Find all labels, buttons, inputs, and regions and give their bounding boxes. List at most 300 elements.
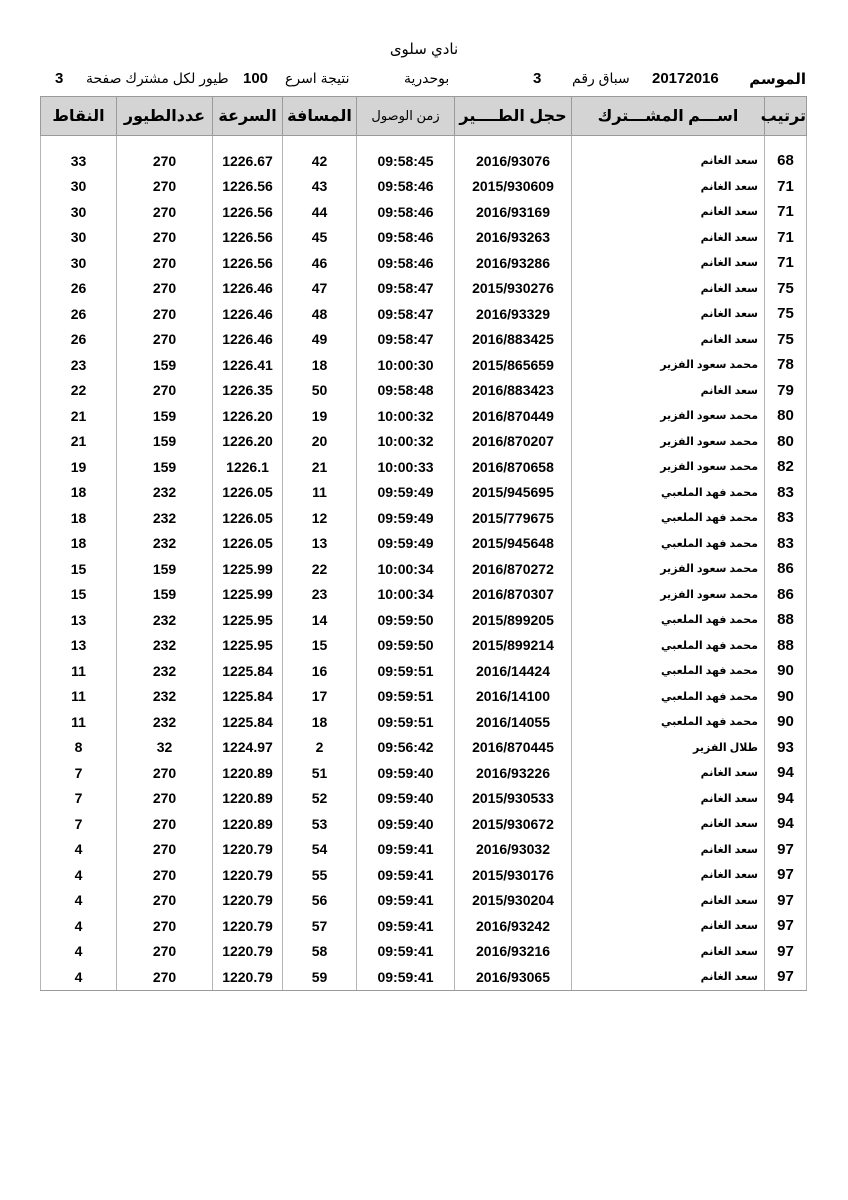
- distance-cell: 49: [283, 327, 357, 353]
- speed-cell: 1220.89: [213, 786, 283, 812]
- result-label: نتيجة اسرع: [285, 70, 350, 86]
- participant-cell: محمد سعود الفزير: [572, 582, 765, 608]
- arrival-time-cell: 09:59:49: [357, 505, 455, 531]
- birds-count-cell: 270: [117, 837, 213, 863]
- points-cell: 13: [41, 607, 117, 633]
- ring-cell: 2016/870445: [455, 735, 572, 761]
- ring-cell: 2015/945648: [455, 531, 572, 557]
- rank-cell: 71: [765, 250, 807, 276]
- ring-cell: 2015/899205: [455, 607, 572, 633]
- points-cell: 18: [41, 505, 117, 531]
- points-cell: 18: [41, 480, 117, 506]
- participant-cell: سعد الغانم: [572, 250, 765, 276]
- points-cell: 22: [41, 378, 117, 404]
- ring-cell: 2016/93226: [455, 760, 572, 786]
- birds-count-cell: 270: [117, 199, 213, 225]
- speed-cell: 1220.79: [213, 888, 283, 914]
- speed-cell: 1225.99: [213, 556, 283, 582]
- points-cell: 19: [41, 454, 117, 480]
- table-row: [41, 709, 807, 735]
- arrival-time-cell: 10:00:34: [357, 582, 455, 608]
- birds-count-cell: 270: [117, 276, 213, 302]
- speed-cell: 1226.20: [213, 403, 283, 429]
- points-cell: 26: [41, 327, 117, 353]
- table-row: [41, 378, 807, 404]
- speed-cell: 1226.56: [213, 225, 283, 251]
- table-row: [41, 837, 807, 863]
- rank-cell: 71: [765, 225, 807, 251]
- ring-cell: 2016/14055: [455, 709, 572, 735]
- points-cell: 33: [41, 148, 117, 174]
- birds-count-cell: 270: [117, 786, 213, 812]
- speed-cell: 1225.99: [213, 582, 283, 608]
- distance-cell: 54: [283, 837, 357, 863]
- rank-cell: 97: [765, 964, 807, 990]
- birds-count-cell: 270: [117, 250, 213, 276]
- birds-count-cell: 270: [117, 378, 213, 404]
- participant-cell: محمد فهد الملعبي: [572, 531, 765, 557]
- participant-cell: محمد سعود الفزير: [572, 403, 765, 429]
- birds-count-cell: 159: [117, 352, 213, 378]
- ring-cell: 2016/93216: [455, 939, 572, 965]
- rank-cell: 68: [765, 148, 807, 174]
- table-row: [41, 199, 807, 225]
- ring-cell: 2016/883425: [455, 327, 572, 353]
- table-row: [41, 582, 807, 608]
- rank-cell: 97: [765, 939, 807, 965]
- ring-cell: 2016/93286: [455, 250, 572, 276]
- table-row: [41, 327, 807, 353]
- rank-cell: 94: [765, 760, 807, 786]
- distance-cell: 13: [283, 531, 357, 557]
- ring-cell: 2016/93169: [455, 199, 572, 225]
- race-value: 3: [533, 70, 542, 87]
- ring-cell: 2015/930533: [455, 786, 572, 812]
- distance-cell: 22: [283, 556, 357, 582]
- ring-cell: 2015/930609: [455, 174, 572, 200]
- ring-cell: 2015/945695: [455, 480, 572, 506]
- arrival-time-cell: 09:59:51: [357, 658, 455, 684]
- points-cell: 7: [41, 786, 117, 812]
- result-value: 100: [243, 70, 269, 87]
- arrival-time-cell: 09:59:50: [357, 607, 455, 633]
- speed-cell: 1226.56: [213, 199, 283, 225]
- rank-cell: 75: [765, 276, 807, 302]
- table-row: [41, 735, 807, 761]
- arrival-time-cell: 09:58:48: [357, 378, 455, 404]
- table-row: [41, 633, 807, 659]
- points-cell: 15: [41, 556, 117, 582]
- birds-count-cell: 270: [117, 862, 213, 888]
- arrival-time-cell: 09:58:47: [357, 276, 455, 302]
- distance-cell: 12: [283, 505, 357, 531]
- table-row: [41, 301, 807, 327]
- points-cell: 23: [41, 352, 117, 378]
- speed-cell: 1226.05: [213, 505, 283, 531]
- table-row: [41, 760, 807, 786]
- rank-cell: 90: [765, 684, 807, 710]
- points-cell: 13: [41, 633, 117, 659]
- participant-cell: سعد الغانم: [572, 760, 765, 786]
- distance-cell: 50: [283, 378, 357, 404]
- speed-cell: 1226.46: [213, 276, 283, 302]
- table-row: [41, 556, 807, 582]
- participant-cell: محمد فهد الملعبي: [572, 658, 765, 684]
- points-cell: 11: [41, 709, 117, 735]
- table-row: [41, 480, 807, 506]
- table-row: [41, 913, 807, 939]
- distance-cell: 17: [283, 684, 357, 710]
- arrival-time-cell: 10:00:32: [357, 429, 455, 455]
- table-row: [41, 684, 807, 710]
- distance-cell: 52: [283, 786, 357, 812]
- rank-cell: 83: [765, 531, 807, 557]
- table-row: [41, 174, 807, 200]
- birds-count-cell: 270: [117, 327, 213, 353]
- col-header-points: النقاط: [41, 97, 117, 136]
- participant-cell: سعد الغانم: [572, 964, 765, 990]
- arrival-time-cell: 09:58:47: [357, 301, 455, 327]
- participant-cell: محمد فهد الملعبي: [572, 684, 765, 710]
- points-cell: 11: [41, 684, 117, 710]
- distance-cell: 2: [283, 735, 357, 761]
- participant-cell: محمد فهد الملعبي: [572, 607, 765, 633]
- rank-cell: 97: [765, 837, 807, 863]
- points-cell: 21: [41, 403, 117, 429]
- birds-count-cell: 159: [117, 403, 213, 429]
- rank-cell: 86: [765, 582, 807, 608]
- birds-count-cell: 270: [117, 760, 213, 786]
- points-cell: 4: [41, 913, 117, 939]
- points-cell: 30: [41, 225, 117, 251]
- distance-cell: 16: [283, 658, 357, 684]
- table-row: [41, 250, 807, 276]
- birds-count-cell: 232: [117, 505, 213, 531]
- points-cell: 18: [41, 531, 117, 557]
- table-row: [41, 811, 807, 837]
- rank-cell: 97: [765, 913, 807, 939]
- birds-count-cell: 270: [117, 964, 213, 990]
- distance-cell: 58: [283, 939, 357, 965]
- rank-cell: 88: [765, 607, 807, 633]
- arrival-time-cell: 10:00:30: [357, 352, 455, 378]
- speed-cell: 1220.79: [213, 837, 283, 863]
- col-header-speed: السرعة: [213, 97, 283, 136]
- ring-cell: 2016/870307: [455, 582, 572, 608]
- speed-cell: 1220.79: [213, 964, 283, 990]
- distance-cell: 59: [283, 964, 357, 990]
- arrival-time-cell: 09:59:50: [357, 633, 455, 659]
- birds-count-cell: 159: [117, 454, 213, 480]
- birds-count-cell: 159: [117, 429, 213, 455]
- birds-count-cell: 270: [117, 888, 213, 914]
- points-cell: 7: [41, 760, 117, 786]
- distance-cell: 19: [283, 403, 357, 429]
- birds-count-cell: 232: [117, 633, 213, 659]
- arrival-time-cell: 09:58:47: [357, 327, 455, 353]
- rank-cell: 86: [765, 556, 807, 582]
- arrival-time-cell: 09:56:42: [357, 735, 455, 761]
- rank-cell: 94: [765, 786, 807, 812]
- ring-cell: 2016/93242: [455, 913, 572, 939]
- arrival-time-cell: 09:59:49: [357, 480, 455, 506]
- speed-cell: 1226.41: [213, 352, 283, 378]
- col-header-distance: المسافة: [283, 97, 357, 136]
- participant-cell: سعد الغانم: [572, 378, 765, 404]
- table-row: [41, 658, 807, 684]
- participant-cell: سعد الغانم: [572, 786, 765, 812]
- location: بوحدرية: [404, 70, 450, 86]
- rank-cell: 82: [765, 454, 807, 480]
- table-row: [41, 964, 807, 990]
- points-cell: 30: [41, 174, 117, 200]
- table-row: [41, 939, 807, 965]
- distance-cell: 57: [283, 913, 357, 939]
- table-row: [41, 505, 807, 531]
- table-row: [41, 607, 807, 633]
- speed-cell: 1226.20: [213, 429, 283, 455]
- distance-cell: 43: [283, 174, 357, 200]
- ring-cell: 2016/93032: [455, 837, 572, 863]
- birds-count-cell: 270: [117, 148, 213, 174]
- ring-cell: 2015/930204: [455, 888, 572, 914]
- birds-count-cell: 232: [117, 658, 213, 684]
- spacer-row: [41, 136, 807, 149]
- speed-cell: 1226.56: [213, 250, 283, 276]
- speed-cell: 1220.79: [213, 913, 283, 939]
- table-header-row: [41, 97, 807, 136]
- participant-cell: سعد الغانم: [572, 811, 765, 837]
- arrival-time-cell: 10:00:32: [357, 403, 455, 429]
- birds-per-page-label: طيور لكل مشترك صفحة: [86, 70, 229, 86]
- table-row: [41, 862, 807, 888]
- arrival-time-cell: 09:59:41: [357, 862, 455, 888]
- col-header-rank: ترتيب: [765, 97, 807, 136]
- page-number: 3: [55, 70, 64, 87]
- distance-cell: 44: [283, 199, 357, 225]
- speed-cell: 1225.95: [213, 607, 283, 633]
- speed-cell: 1220.89: [213, 811, 283, 837]
- rank-cell: 71: [765, 174, 807, 200]
- arrival-time-cell: 10:00:34: [357, 556, 455, 582]
- participant-cell: سعد الغانم: [572, 174, 765, 200]
- distance-cell: 56: [283, 888, 357, 914]
- rank-cell: 93: [765, 735, 807, 761]
- ring-cell: 2015/930672: [455, 811, 572, 837]
- points-cell: 4: [41, 964, 117, 990]
- arrival-time-cell: 09:59:41: [357, 964, 455, 990]
- season-label: الموسم: [749, 71, 806, 88]
- table-row: [41, 403, 807, 429]
- table-row: [41, 888, 807, 914]
- arrival-time-cell: 09:58:46: [357, 225, 455, 251]
- ring-cell: 2016/93263: [455, 225, 572, 251]
- table-row: [41, 454, 807, 480]
- participant-cell: سعد الغانم: [572, 225, 765, 251]
- arrival-time-cell: 09:59:41: [357, 939, 455, 965]
- speed-cell: 1226.67: [213, 148, 283, 174]
- ring-cell: 2015/899214: [455, 633, 572, 659]
- table-row: [41, 225, 807, 251]
- speed-cell: 1224.97: [213, 735, 283, 761]
- participant-cell: سعد الغانم: [572, 862, 765, 888]
- rank-cell: 80: [765, 403, 807, 429]
- points-cell: 7: [41, 811, 117, 837]
- points-cell: 4: [41, 939, 117, 965]
- arrival-time-cell: 09:59:41: [357, 837, 455, 863]
- participant-cell: سعد الغانم: [572, 939, 765, 965]
- distance-cell: 55: [283, 862, 357, 888]
- speed-cell: 1226.05: [213, 480, 283, 506]
- ring-cell: 2015/930176: [455, 862, 572, 888]
- participant-cell: سعد الغانم: [572, 148, 765, 174]
- birds-count-cell: 270: [117, 811, 213, 837]
- arrival-time-cell: 09:58:46: [357, 174, 455, 200]
- arrival-time-cell: 09:58:46: [357, 199, 455, 225]
- arrival-time-cell: 09:59:51: [357, 709, 455, 735]
- ring-cell: 2015/930276: [455, 276, 572, 302]
- ring-cell: 2016/870449: [455, 403, 572, 429]
- table-row: [41, 276, 807, 302]
- arrival-time-cell: 10:00:33: [357, 454, 455, 480]
- arrival-time-cell: 09:59:40: [357, 786, 455, 812]
- ring-cell: 2016/883423: [455, 378, 572, 404]
- birds-count-cell: 232: [117, 480, 213, 506]
- points-cell: 4: [41, 888, 117, 914]
- col-header-birds: عددالطيور: [117, 97, 213, 136]
- speed-cell: 1226.46: [213, 301, 283, 327]
- rank-cell: 78: [765, 352, 807, 378]
- speed-cell: 1226.35: [213, 378, 283, 404]
- ring-cell: 2016/93329: [455, 301, 572, 327]
- points-cell: 30: [41, 250, 117, 276]
- rank-cell: 79: [765, 378, 807, 404]
- points-cell: 4: [41, 837, 117, 863]
- speed-cell: 1220.89: [213, 760, 283, 786]
- rank-cell: 90: [765, 709, 807, 735]
- points-cell: 21: [41, 429, 117, 455]
- birds-count-cell: 232: [117, 607, 213, 633]
- distance-cell: 14: [283, 607, 357, 633]
- distance-cell: 21: [283, 454, 357, 480]
- col-header-time: زمن الوصول: [357, 97, 455, 136]
- arrival-time-cell: 09:59:40: [357, 811, 455, 837]
- speed-cell: 1220.79: [213, 939, 283, 965]
- speed-cell: 1226.56: [213, 174, 283, 200]
- rank-cell: 80: [765, 429, 807, 455]
- birds-count-cell: 232: [117, 709, 213, 735]
- rank-cell: 75: [765, 327, 807, 353]
- speed-cell: 1225.84: [213, 658, 283, 684]
- birds-count-cell: 270: [117, 913, 213, 939]
- rank-cell: 75: [765, 301, 807, 327]
- points-cell: 11: [41, 658, 117, 684]
- arrival-time-cell: 09:59:49: [357, 531, 455, 557]
- distance-cell: 42: [283, 148, 357, 174]
- speed-cell: 1225.95: [213, 633, 283, 659]
- ring-cell: 2016/870272: [455, 556, 572, 582]
- points-cell: 26: [41, 301, 117, 327]
- table-row: [41, 531, 807, 557]
- distance-cell: 51: [283, 760, 357, 786]
- participant-cell: محمد سعود الفزير: [572, 556, 765, 582]
- rank-cell: 97: [765, 888, 807, 914]
- participant-cell: محمد فهد الملعبي: [572, 480, 765, 506]
- table-row: [41, 786, 807, 812]
- participant-cell: طلال الفزير: [572, 735, 765, 761]
- speed-cell: 1226.05: [213, 531, 283, 557]
- points-cell: 4: [41, 862, 117, 888]
- speed-cell: 1220.79: [213, 862, 283, 888]
- participant-cell: سعد الغانم: [572, 913, 765, 939]
- participant-cell: محمد فهد الملعبي: [572, 505, 765, 531]
- rank-cell: 83: [765, 505, 807, 531]
- participant-cell: سعد الغانم: [572, 837, 765, 863]
- birds-count-cell: 270: [117, 174, 213, 200]
- distance-cell: 18: [283, 709, 357, 735]
- distance-cell: 23: [283, 582, 357, 608]
- points-cell: 30: [41, 199, 117, 225]
- participant-cell: محمد سعود الفزير: [572, 429, 765, 455]
- table-row: [41, 352, 807, 378]
- table-row: [41, 429, 807, 455]
- participant-cell: محمد سعود الفزير: [572, 454, 765, 480]
- ring-cell: 2016/93065: [455, 964, 572, 990]
- rank-cell: 90: [765, 658, 807, 684]
- speed-cell: 1225.84: [213, 709, 283, 735]
- arrival-time-cell: 09:58:45: [357, 148, 455, 174]
- birds-count-cell: 270: [117, 301, 213, 327]
- arrival-time-cell: 09:59:51: [357, 684, 455, 710]
- ring-cell: 2016/14100: [455, 684, 572, 710]
- birds-count-cell: 270: [117, 225, 213, 251]
- birds-count-cell: 232: [117, 684, 213, 710]
- rank-cell: 94: [765, 811, 807, 837]
- season-value: 20172016: [652, 70, 719, 87]
- rank-cell: 88: [765, 633, 807, 659]
- table-row: [41, 148, 807, 174]
- participant-cell: محمد سعود الفزير: [572, 352, 765, 378]
- participant-cell: محمد فهد الملعبي: [572, 709, 765, 735]
- rank-cell: 71: [765, 199, 807, 225]
- participant-cell: سعد الغانم: [572, 301, 765, 327]
- points-cell: 26: [41, 276, 117, 302]
- participant-cell: سعد الغانم: [572, 276, 765, 302]
- arrival-time-cell: 09:59:41: [357, 913, 455, 939]
- distance-cell: 47: [283, 276, 357, 302]
- arrival-time-cell: 09:59:41: [357, 888, 455, 914]
- results-table: [40, 96, 807, 991]
- distance-cell: 11: [283, 480, 357, 506]
- ring-cell: 2015/779675: [455, 505, 572, 531]
- speed-cell: 1226.46: [213, 327, 283, 353]
- ring-cell: 2016/870658: [455, 454, 572, 480]
- col-header-ring: حجل الطــــير: [455, 97, 572, 136]
- race-label: سباق رقم: [572, 70, 630, 86]
- club-name: نادي سلوى: [389, 41, 459, 58]
- ring-cell: 2015/865659: [455, 352, 572, 378]
- points-cell: 8: [41, 735, 117, 761]
- col-header-name: اســـم المشـــترك: [572, 97, 765, 136]
- points-cell: 15: [41, 582, 117, 608]
- distance-cell: 20: [283, 429, 357, 455]
- distance-cell: 46: [283, 250, 357, 276]
- distance-cell: 15: [283, 633, 357, 659]
- ring-cell: 2016/93076: [455, 148, 572, 174]
- participant-cell: محمد فهد الملعبي: [572, 633, 765, 659]
- distance-cell: 53: [283, 811, 357, 837]
- birds-count-cell: 159: [117, 556, 213, 582]
